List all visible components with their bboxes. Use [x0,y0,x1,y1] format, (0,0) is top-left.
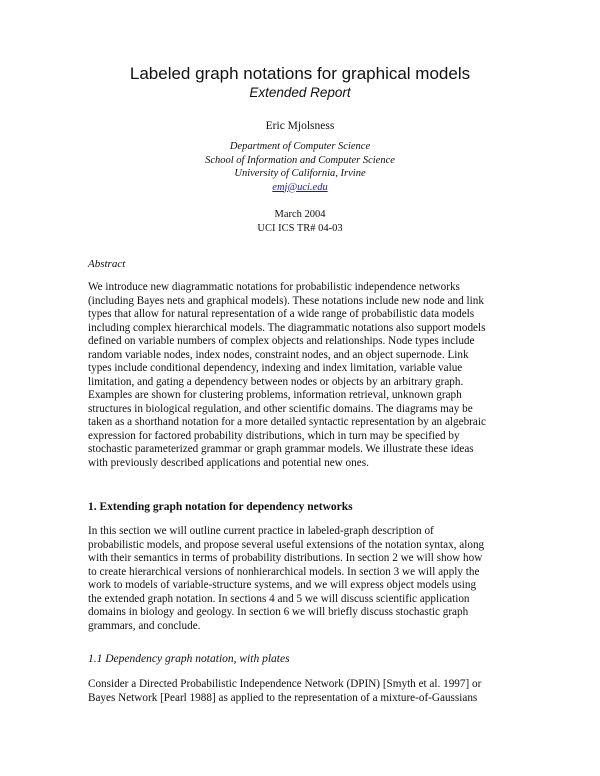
subsection-1-1-body [88,678,528,705]
affiliation-university: University of California, Irvine [234,168,366,179]
section-1-line: with their semantics in terms of probability distributions. In section 2 we will show how [88,552,483,564]
abstract-heading: Abstract [88,258,126,270]
subsection-1-1-heading: 1.1 Dependency graph notation, with plates [88,653,290,665]
paper-title: Labeled graph notations for graphical models [129,64,471,83]
abstract-line: including complex hierarchical models. The diagrammatic notations also support models [88,321,486,334]
section-1-line: probabilistic models, and propose several useful extensions of the notation syntax, along [88,538,485,551]
report-number: UCI ICS TR# 04-03 [257,222,343,234]
author-name: Eric Mjolsness [265,120,335,132]
abstract-line: expression for factored probability distributions, which in turn may be specified by [88,429,460,442]
abstract-line: with previously described applications and potential new ones. [88,456,369,469]
paper-subtitle: Extended Report [249,85,351,100]
section-1-line: to create hierarchical versions of nonhierarchical models. In section 3 we will apply the [88,565,480,578]
affiliation-school: School of Information and Computer Science [205,154,395,166]
section-1-line: grammars, and conclude. [88,619,201,632]
affiliation-department: Department of Computer Science [229,141,371,152]
author-email-link[interactable]: emj@uci.edu [272,181,328,193]
subsection-1-1-line: Bayes Network [Pearl 1988] as applied to the representation of a mixture-of-Gaussians [88,691,478,704]
abstract-line: taken as a shorthand notation for a more detailed syntactic representation by an algebraic [88,416,486,428]
section-1-line: the extended graph notation. In sections 4 and 5 we will discuss scientific application [88,592,470,605]
section-1-line: In this section we will outline current practice in labeled-graph description of [88,525,434,537]
abstract-line: limitation, and gating a dependency between nodes or objects by an arbitrary graph. [88,375,464,388]
affiliation-block [0,140,600,194]
abstract-line: types that allow for natural representation of a wide range of probabilistic data models [88,308,475,320]
abstract-line: random variable nodes, index nodes, constraint nodes, and an object supernode. Link [88,348,469,361]
subsection-1-1-line: Consider a Directed Probabilistic Independence Network (DPIN) [Smyth et al. 1997] or [88,678,482,690]
abstract-line: defined on variable numbers of complex objects and relationships. Node types include [88,335,475,347]
section-1-heading: 1. Extending graph notation for dependency networks [88,501,353,513]
section-1-body [88,525,528,633]
abstract-line: (including Bayes nets and graphical models). These notations include new node and link [88,294,484,307]
abstract-line: We introduce new diagrammatic notations for probabilistic independence networks [88,281,460,293]
abstract-body [88,281,528,470]
abstract-line: structures in biological regulation, and other scientific domains. The diagrams may be [88,402,473,415]
report-info [0,208,600,235]
abstract-line: stochastic parameterized grammar or graph grammar models. We illustrate these ideas [88,443,474,455]
section-1-line: work to models of variable-structure systems, and we will express object models using [88,579,477,591]
abstract-line: types include conditional dependency, indexing and index limitation, variable value [88,362,463,374]
abstract-line: Examples are shown for clustering problems, information retrieval, unknown graph [88,389,462,401]
report-date: March 2004 [274,209,326,220]
section-1-line: domains in biology and geology. In section 6 we will briefly discuss stochastic graph [88,606,469,618]
